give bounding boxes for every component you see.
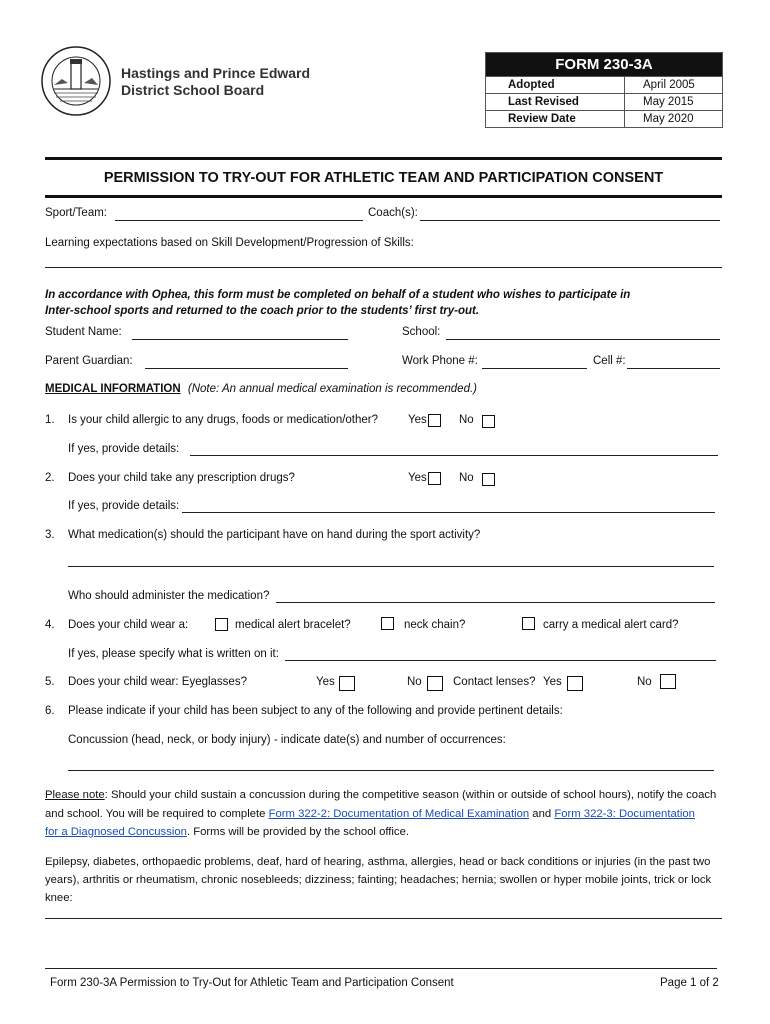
- q2-no-label: No: [459, 472, 474, 484]
- footer-page: Page 1 of 2: [660, 977, 719, 989]
- q4-text: Does your child wear a:: [68, 619, 189, 631]
- student-name-label: Student Name:: [45, 326, 122, 338]
- school-label: School:: [402, 326, 441, 338]
- cell-label: Cell #:: [593, 355, 626, 367]
- adopted-value: April 2005: [625, 77, 723, 94]
- q3-answer-field[interactable]: [68, 566, 714, 567]
- last-revised-label: Last Revised: [486, 94, 625, 111]
- q5-contacts-label: Contact lenses?: [453, 676, 536, 688]
- footer-rule: [45, 968, 717, 969]
- q4-card-checkbox[interactable]: [522, 617, 535, 630]
- q2-yes-checkbox[interactable]: [428, 472, 441, 485]
- conditions-field[interactable]: [45, 918, 722, 919]
- q6-concussion-field[interactable]: [68, 770, 714, 771]
- work-phone-field[interactable]: [482, 368, 587, 369]
- q4-detail-field[interactable]: [285, 660, 716, 661]
- q2-number: 2.: [45, 472, 55, 484]
- q1-number: 1.: [45, 414, 55, 426]
- q5-glasses-yes-label: Yes: [316, 676, 335, 688]
- board-name: Hastings and Prince Edward District School Board: [121, 65, 311, 98]
- parent-guardian-field[interactable]: [145, 368, 348, 369]
- sport-team-label: Sport/Team:: [45, 207, 107, 219]
- q1-detail-field[interactable]: [190, 455, 718, 456]
- q5-contacts-yes-checkbox[interactable]: [567, 676, 583, 691]
- coaches-label: Coach(s):: [368, 207, 418, 219]
- cell-field[interactable]: [627, 368, 720, 369]
- title-rule-bottom: [45, 195, 722, 198]
- q4-bracelet-label: medical alert bracelet?: [235, 619, 351, 631]
- footer-left: Form 230-3A Permission to Try-Out for Athletic Team and Participation Consent: [50, 977, 454, 989]
- q5-glasses-yes-checkbox[interactable]: [339, 676, 355, 691]
- page-title: PERMISSION TO TRY-OUT FOR ATHLETIC TEAM AND PARTICIPATION CONSENT: [103, 170, 664, 186]
- adopted-label: Adopted: [486, 77, 625, 94]
- work-phone-label: Work Phone #:: [402, 355, 478, 367]
- sport-team-field[interactable]: [115, 220, 363, 221]
- q6-number: 6.: [45, 705, 55, 717]
- q3-admin-field[interactable]: [276, 602, 715, 603]
- q1-text: Is your child allergic to any drugs, foods or medication/other?: [68, 414, 379, 426]
- q4-bracelet-checkbox[interactable]: [215, 618, 228, 631]
- form-322-3-link-cont[interactable]: for a Diagnosed Concussion: [45, 826, 187, 838]
- q5-glasses-no-checkbox[interactable]: [427, 676, 443, 691]
- parent-guardian-label: Parent Guardian:: [45, 355, 133, 367]
- concussion-note: Please note: Should your child sustain a concussion during the competitive season (within or outside of school hours), notify the coach and school. You will be required to complete Form 322-2: Documentation of Medical Examination and Form 322-3: Documentation for a Diagnosed Concussion. Forms will be provided by the school office.: [45, 789, 717, 838]
- q4-neck-chain-checkbox[interactable]: [381, 617, 394, 630]
- learning-label: Learning expectations based on Skill Development/Progression of Skills:: [45, 237, 414, 249]
- q2-yes-label: Yes: [408, 472, 427, 484]
- q2-no-checkbox[interactable]: [482, 473, 495, 486]
- learning-field[interactable]: [45, 267, 722, 268]
- form-number: FORM 230-3A: [486, 53, 723, 77]
- q4-card-label: carry a medical alert card?: [543, 619, 679, 631]
- school-field[interactable]: [446, 339, 720, 340]
- q1-no-label: No: [459, 414, 474, 426]
- conditions-text: Epilepsy, diabetes, orthopaedic problems, deaf, hard of hearing, asthma, allergies, head or back conditions or injuries (in the past two years), arthritis or rheumatism, chronic nosebleeds; dizziness; fainting; headaches; hernia; swollen or hyper mobile joints, trick or lock knee:: [45, 856, 712, 904]
- q3-text: What medication(s) should the participant have on hand during the sport activity?: [68, 529, 481, 541]
- q5-contacts-no-label: No: [637, 676, 652, 688]
- q3-admin-label: Who should administer the medication?: [68, 590, 270, 602]
- q1-detail-label: If yes, provide details:: [68, 443, 180, 455]
- title-rule-top: [45, 157, 722, 160]
- q4-number: 4.: [45, 619, 55, 631]
- q6-concussion-label: Concussion (head, neck, or body injury) - indicate date(s) and number of occurrences:: [68, 734, 506, 746]
- form-322-2-link[interactable]: Form 322-2: Documentation of Medical Examination: [268, 807, 530, 820]
- intro-text: In accordance with Ophea, this form must be completed on behalf of a student who wishes to participate in Inter-school sports and returned to the coach prior to the students’ first try-out.: [45, 289, 631, 317]
- q6-text: Please indicate if your child has been subject to any of the following and provide pertinent details:: [68, 705, 563, 717]
- q3-number: 3.: [45, 529, 55, 541]
- medical-heading: MEDICAL INFORMATION (Note: An annual medical examination is recommended.): [45, 383, 477, 395]
- review-date-label: Review Date: [486, 111, 625, 128]
- q1-yes-checkbox[interactable]: [428, 414, 441, 427]
- q5-number: 5.: [45, 676, 55, 688]
- q1-no-checkbox[interactable]: [482, 415, 495, 428]
- q2-text: Does your child take any prescription drugs?: [68, 472, 295, 484]
- review-date-value: May 2020: [625, 111, 723, 128]
- coaches-field[interactable]: [420, 220, 720, 221]
- q1-yes-label: Yes: [408, 414, 427, 426]
- q5-text: Does your child wear: Eyeglasses?: [68, 676, 247, 688]
- q5-contacts-yes-label: Yes: [543, 676, 562, 688]
- form-322-3-link[interactable]: Form 322-3: Documentation: [554, 807, 695, 820]
- q2-detail-field[interactable]: [182, 512, 715, 513]
- form-info-table: [485, 52, 723, 128]
- q2-detail-label: If yes, provide details:: [68, 500, 180, 512]
- board-logo: [40, 45, 112, 117]
- q4-neck-chain-label: neck chain?: [404, 619, 466, 631]
- q5-contacts-no-checkbox[interactable]: [660, 674, 676, 689]
- last-revised-value: May 2015: [625, 94, 723, 111]
- q4-detail-label: If yes, please specify what is written on it:: [68, 648, 279, 660]
- student-name-field[interactable]: [132, 339, 348, 340]
- q5-glasses-no-label: No: [407, 676, 422, 688]
